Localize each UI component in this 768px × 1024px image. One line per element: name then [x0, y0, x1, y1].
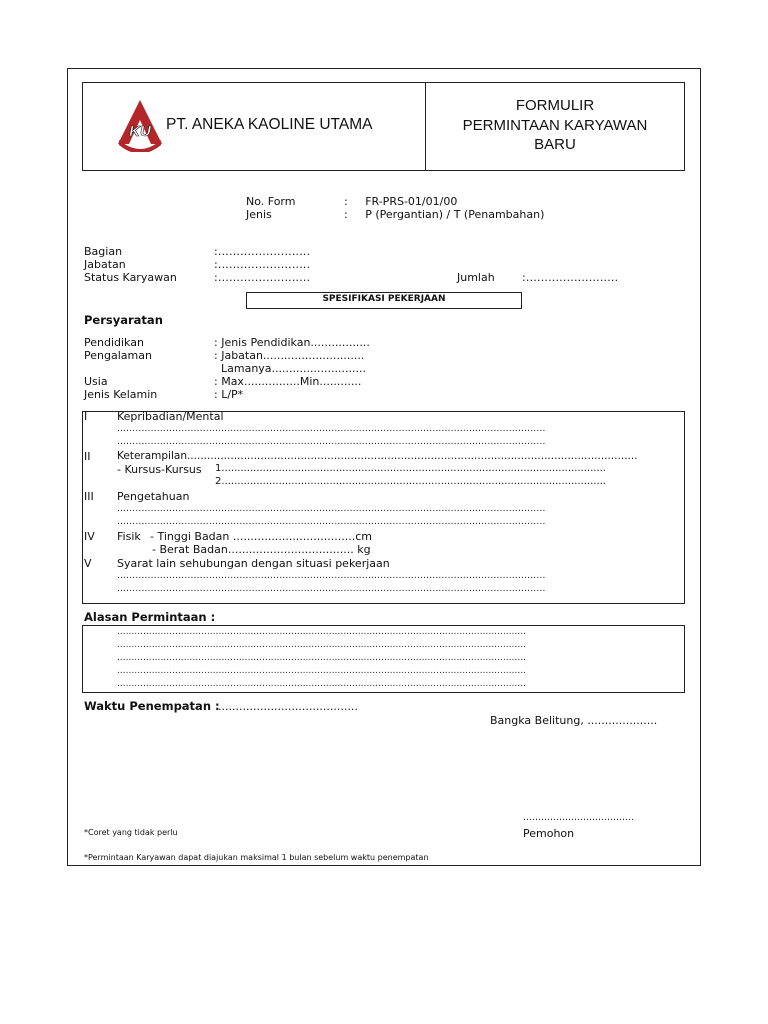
spec-title: SPESIFIKASI PEKERJAAN [322, 294, 446, 304]
req-4-berat[interactable]: - Berat Badan.................................... kg [152, 543, 371, 556]
form-title-line-3: BARU [534, 136, 576, 153]
waktu-penempatan-label: Waktu Penempatan : [84, 699, 220, 713]
alasan-line-4[interactable]: ............................................................................................................................................. [117, 666, 527, 676]
jabatan-field[interactable]: :......................... [214, 258, 311, 271]
req-2-kursus-2[interactable]: 2......................................................................................................................... [215, 476, 606, 487]
jabatan-label: Jabatan [84, 258, 126, 271]
req-3-line-1[interactable]: ............................................................................................................................................ [117, 504, 546, 514]
waktu-penempatan-field[interactable]: ........................................ [218, 700, 358, 713]
jumlah-field[interactable]: :......................... [522, 271, 619, 284]
req-4-tinggi[interactable]: - Tinggi Badan ...................................cm [150, 530, 373, 543]
jenis-value: : P (Pergantian) / T (Penambahan) [344, 208, 545, 221]
pengalaman-field[interactable]: : Jabatan............................. [214, 349, 365, 362]
req-1-line-1[interactable]: ............................................................................................................................................ [117, 424, 546, 434]
no-form-value: : FR-PRS-01/01/00 [344, 195, 458, 208]
jenis-kelamin-field[interactable]: : L/P* [214, 388, 244, 401]
req-1-line-2[interactable]: ............................................................................................................................................ [117, 437, 546, 447]
req-4-label: Fisik [117, 530, 141, 543]
lamanya-field[interactable]: Lamanya........................... [221, 362, 366, 375]
signature-line[interactable]: ………………………………. [523, 813, 634, 823]
usia-field[interactable]: : Max................Min............ [214, 375, 362, 388]
req-3-number: III [84, 490, 94, 503]
jenis-label: Jenis [246, 208, 272, 221]
req-2-number: II [84, 450, 91, 463]
req-5-line-2[interactable]: ............................................................................................................................................ [117, 584, 546, 594]
pendidikan-label: Pendidikan [84, 336, 144, 349]
req-5-line-1[interactable]: ............................................................................................................................................ [117, 571, 546, 581]
form-title-line-2: PERMINTAAN KARYAWAN [462, 116, 648, 134]
pengalaman-label: Pengalaman [84, 349, 152, 362]
note-permintaan: *Permintaan Karyawan dapat diajukan maksimal 1 bulan sebelum waktu penempatan [84, 853, 429, 862]
status-karyawan-label: Status Karyawan [84, 271, 177, 284]
form-title-line-1: FORMULIR [515, 97, 595, 114]
jumlah-label: Jumlah [457, 271, 495, 284]
alasan-line-3[interactable]: ............................................................................................................................................. [117, 653, 527, 663]
status-karyawan-field[interactable]: :......................... [214, 271, 311, 284]
company-logo-icon [115, 98, 165, 152]
jenis-kelamin-label: Jenis Kelamin [84, 388, 158, 401]
alasan-line-5[interactable]: ............................................................................................................................................. [117, 679, 527, 689]
logo-text: KU [129, 123, 151, 140]
bagian-label: Bagian [84, 245, 123, 258]
no-form-label: No. Form [246, 195, 296, 208]
req-4-number: IV [84, 530, 95, 543]
req-2-kursus-label: - Kursus-Kursus [117, 463, 202, 476]
alasan-line-1[interactable]: ............................................................................................................................................. [117, 627, 527, 637]
bagian-field[interactable]: :......................... [214, 245, 311, 258]
alasan-line-2[interactable]: ............................................................................................................................................. [117, 640, 527, 650]
usia-label: Usia [84, 375, 108, 388]
form-title [426, 96, 684, 155]
req-2-kursus-1[interactable]: 1......................................................................................................................... [215, 463, 606, 474]
note-coret: *Coret yang tidak perlu [84, 828, 178, 837]
pendidikan-field[interactable]: : Jenis Pendidikan................. [214, 336, 370, 349]
alasan-heading: Alasan Permintaan : [84, 610, 216, 624]
company-name: PT. ANEKA KAOLINE UTAMA [166, 116, 373, 133]
place-date[interactable]: Bangka Belitung, .................... [490, 714, 658, 727]
req-1-number: I [84, 410, 88, 423]
req-2-label[interactable]: Keterampilan....................................................................................................................................... [117, 450, 638, 462]
req-3-label: Pengetahuan [117, 490, 190, 503]
req-5-number: V [84, 557, 92, 570]
req-1-label: Kepribadian/Mental [117, 410, 224, 423]
req-3-line-2[interactable]: ............................................................................................................................................ [117, 517, 546, 527]
persyaratan-heading: Persyaratan [84, 313, 163, 327]
pemohon-label: Pemohon [523, 827, 575, 840]
req-5-label: Syarat lain sehubungan dengan situasi pekerjaan [117, 557, 390, 570]
